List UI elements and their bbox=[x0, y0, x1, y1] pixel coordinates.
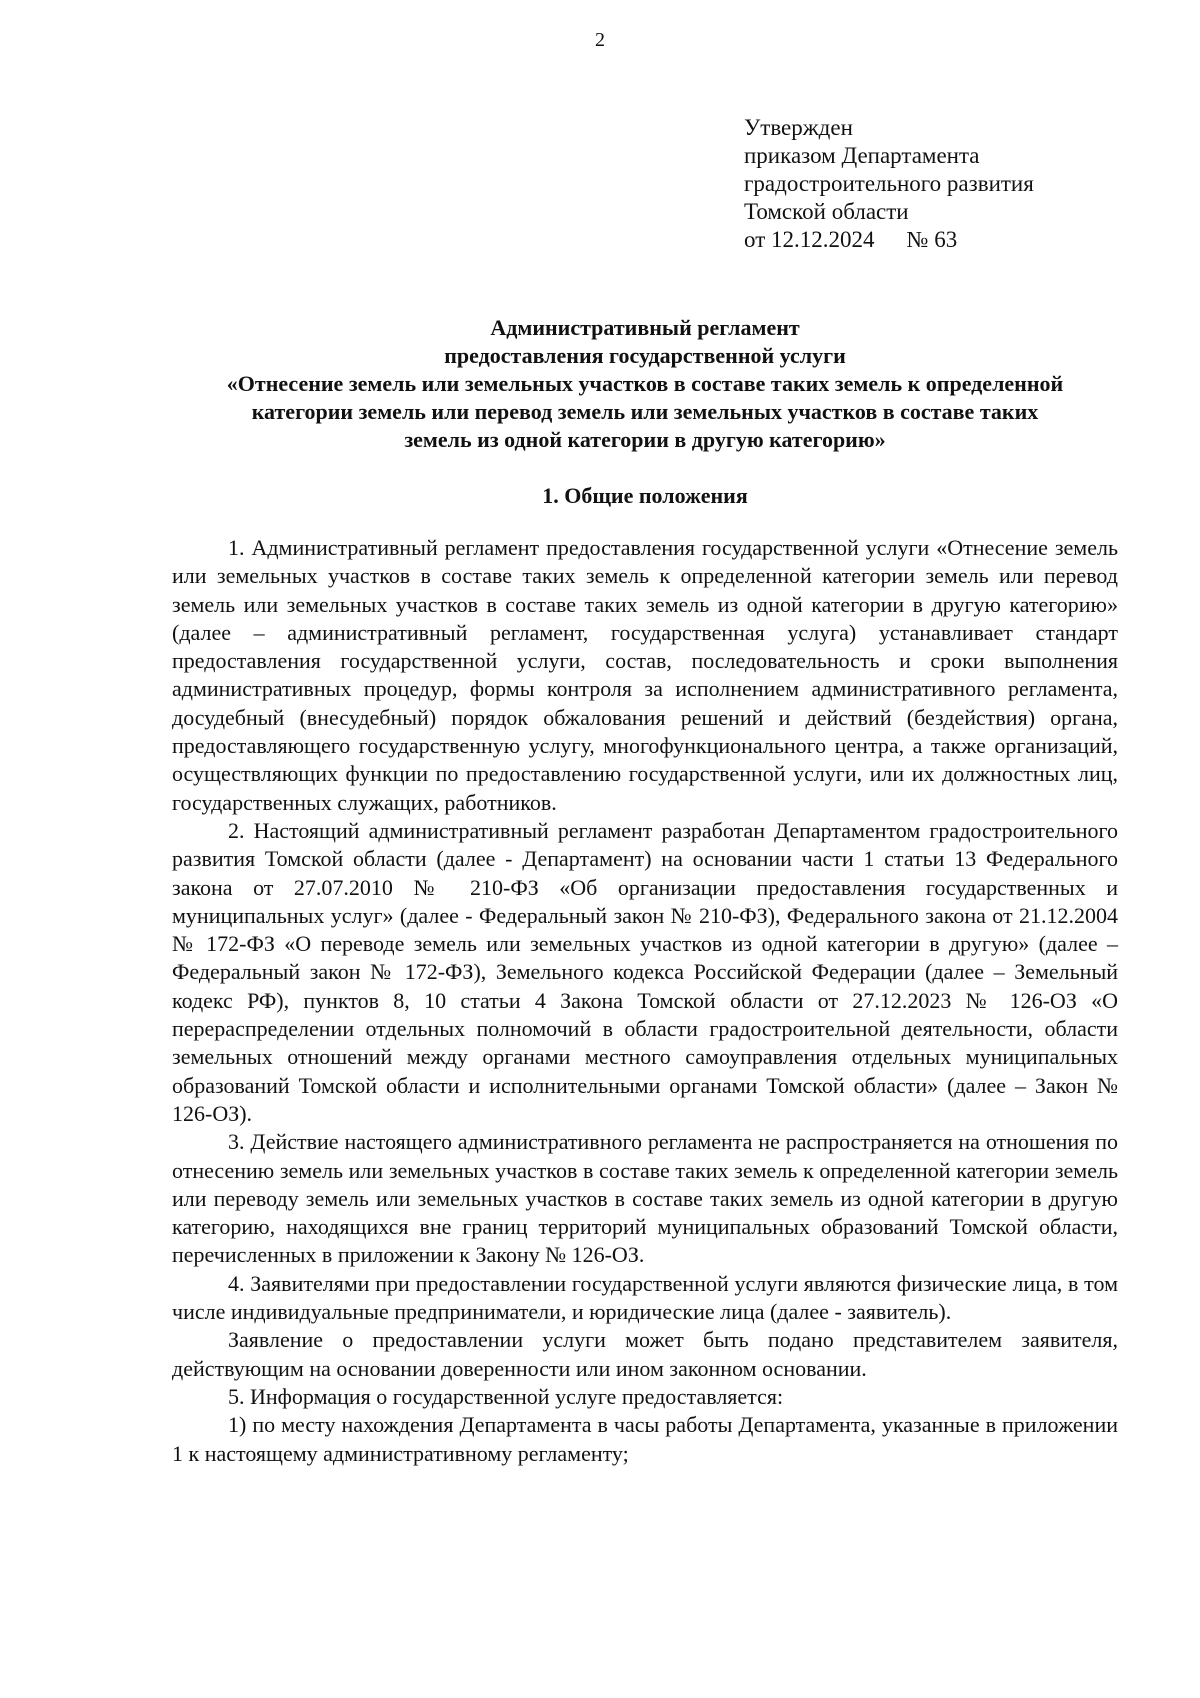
title-line-4: категории земель или перевод земель или земельных участков в составе таких bbox=[251, 399, 1039, 424]
paragraph-2: 2. Настоящий административный регламент разработан Департаментом градостроительного развития Томской области (далее - Департамент) на основании части 1 статьи 13 Федерального закона от 27.07.2010 № 210-ФЗ «Об организации предоставления государственных и муниципальных услуг» (далее - Федеральный закон № 210-ФЗ), Федерального закона от 21.12.2004 № 172-ФЗ «О переводе земель или земельных участков из одной категории в другую» (далее – Федеральный закон № 172-ФЗ), Земельного кодекса Российской Федерации (далее – Земельный кодекс РФ), пунктов 8, 10 статьи 4 Закона Томской области от 27.12.2023 № 126-ОЗ «О перераспределении отдельных полномочий в области градостроительной деятельности, области земельных отношений между органами местного самоуправления отдельных муниципальных образований Томской области и исполнительными органами Томской области» (далее – Закон № 126-ОЗ). bbox=[172, 817, 1118, 1126]
approval-line-department: градостроительного развития bbox=[744, 171, 1034, 196]
title-line-1: Административный регламент bbox=[490, 315, 800, 340]
approval-date: от 12.12.2024 bbox=[744, 227, 875, 252]
paragraph-5: 5. Информация о государственной услуге предоставляется: bbox=[228, 1383, 784, 1409]
title-line-3: «Отнесение земель или земельных участков в составе таких земель к определенной bbox=[226, 371, 1064, 396]
page-number: 2 bbox=[595, 29, 605, 51]
approval-line-region: Томской области bbox=[744, 199, 909, 224]
approval-block bbox=[744, 114, 1074, 254]
paragraph-3: 3. Действие настоящего административного регламента не распространяется на отношения по отнесению земель или земельных участков в составе таких земель к определенной категории земель или переводу земель или земельных участков в составе таких земель из одной категории в другую категорию, находящихся вне границ территорий муниципальных образований Томской области, перечисленных в приложении к Закону № 126-ОЗ. bbox=[172, 1129, 1118, 1268]
document-body bbox=[172, 534, 1118, 1468]
document-title bbox=[172, 314, 1118, 454]
title-line-2: предоставления государственной услуги bbox=[444, 343, 846, 368]
approval-line-order: приказом Департамента bbox=[744, 143, 980, 168]
title-line-5: земель из одной категории в другую категорию» bbox=[404, 427, 886, 452]
paragraph-1: 1. Административный регламент предоставления государственной услуги «Отнесение земель или земельных участков в составе таких земель к определенной категории земель или перевод земель или земельных участков в составе таких земель из одной категории в другую категорию» (далее – административный регламент, государственная услуга) устанавливает стандарт предоставления государственной услуги, состав, последовательность и сроки выполнения административных процедур, формы контроля за исполнением административного регламента, досудебный (внесудебный) порядок обжалования решений и действий (бездействия) органа, предоставляющего государственную услугу, многофункционального центра, а также организаций, осуществляющих функции по предоставлению государственной услуги, или их должностных лиц, государственных служащих, работников. bbox=[172, 535, 1118, 815]
approval-date-number bbox=[744, 226, 1074, 254]
paragraph-5-item-1: 1) по месту нахождения Департамента в часы работы Департамента, указанные в приложении 1 к настоящему административному регламенту; bbox=[172, 1412, 1118, 1466]
paragraph-4-representative: Заявление о предоставлении услуги может быть подано представителем заявителя, действующим на основании доверенности или ином законном основании. bbox=[172, 1327, 1118, 1381]
section-heading: 1. Общие положения bbox=[542, 483, 748, 508]
approval-line-approved: Утвержден bbox=[744, 115, 853, 140]
approval-number: № 63 bbox=[906, 227, 958, 252]
paragraph-4: 4. Заявителями при предоставлении государственной услуги являются физические лица, в том числе индивидуальные предприниматели, и юридические лица (далее - заявитель). bbox=[172, 1270, 1118, 1325]
